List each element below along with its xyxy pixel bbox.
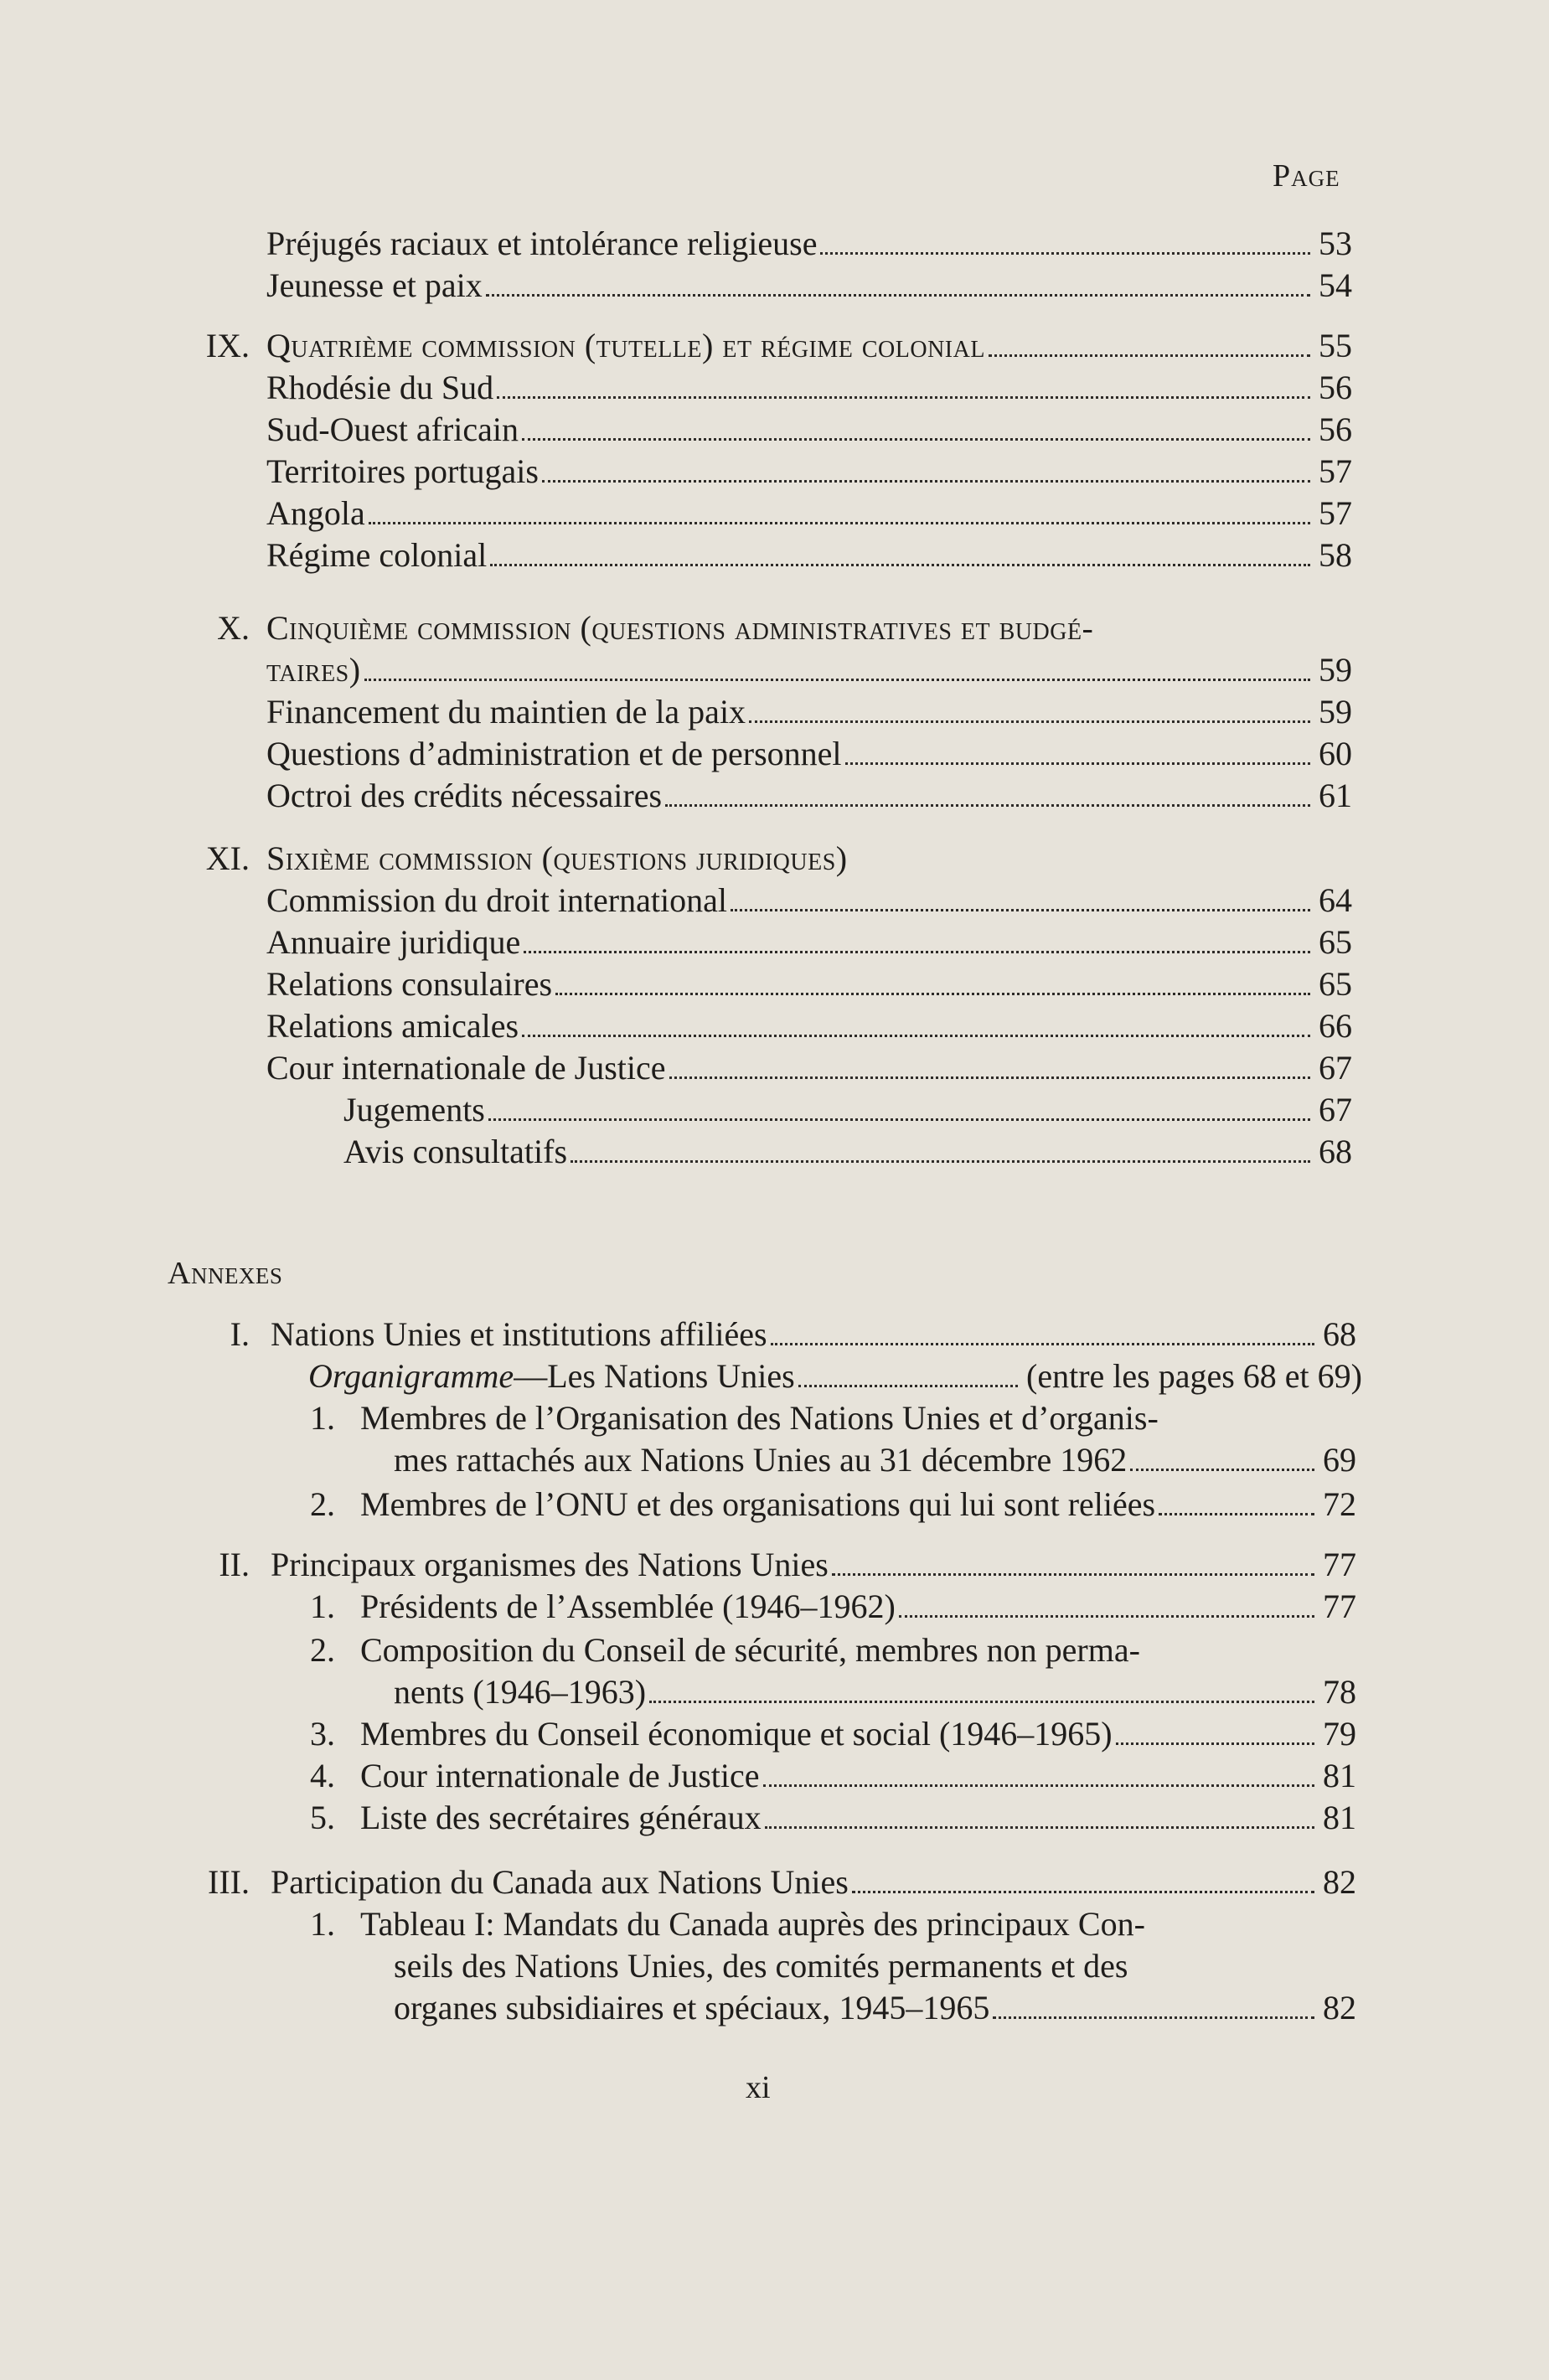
page-number: 72: [1323, 1485, 1356, 1523]
page-number: 77: [1323, 1546, 1356, 1583]
section-number: XI.: [205, 839, 250, 877]
page-number: 66: [1319, 1007, 1352, 1045]
page-range: (entre les pages 68 et 69): [1026, 1357, 1362, 1395]
toc-entry-continued: nents (1946–1963) 78: [394, 1671, 1356, 1713]
toc-entry: Principaux organismes des Nations Unies 77: [271, 1544, 1356, 1586]
page-column-label: Page: [1273, 158, 1340, 194]
page-number: 54: [1319, 266, 1352, 304]
page-number: 67: [1319, 1091, 1352, 1128]
page-number: 53: [1319, 225, 1352, 262]
item-number: 4.: [310, 1757, 335, 1794]
toc-entry: Sud-Ouest africain 56: [266, 409, 1352, 451]
toc-section-heading: Sixième commission (questions juridiques): [266, 839, 848, 877]
toc-entry: Tableau I: Mandats du Canada auprès des principaux Con-: [360, 1905, 1145, 1943]
toc-entry: Membres du Conseil économique et social (1946–1965) 79: [360, 1713, 1356, 1755]
toc-entry: Cour internationale de Justice 67: [266, 1047, 1352, 1089]
toc-entry: Territoires portugais 57: [266, 451, 1352, 493]
toc-subentry: Avis consultatifs 68: [343, 1131, 1352, 1173]
page-number: 67: [1319, 1049, 1352, 1087]
page-number: 65: [1319, 965, 1352, 1003]
toc-entry: Rhodésie du Sud 56: [266, 367, 1352, 409]
toc-entry: Liste des secrétaires généraux 81: [360, 1797, 1356, 1839]
item-number: 3.: [310, 1715, 335, 1753]
toc-entry: Membres de l’ONU et des organisations qui lui sont reliées 72: [360, 1484, 1356, 1526]
page-number: 82: [1323, 1989, 1356, 2026]
page-number: 55: [1319, 327, 1352, 364]
toc-entry: Composition du Conseil de sécurité, membres non perma-: [360, 1631, 1140, 1669]
page-number: 60: [1319, 735, 1352, 772]
toc-section-heading: Quatrième commission (tutelle) et régime colonial 55: [266, 325, 1352, 367]
page-number: 81: [1323, 1799, 1356, 1836]
section-number: IX.: [205, 327, 250, 364]
toc-entry: Membres de l’Organisation des Nations Unies et d’organis-: [360, 1399, 1159, 1437]
toc-entry: Financement du maintien de la paix 59: [266, 691, 1352, 733]
annex-number: I.: [230, 1315, 250, 1353]
toc-entry: Présidents de l’Assemblée (1946–1962) 77: [360, 1586, 1356, 1628]
page-number: 56: [1319, 410, 1352, 448]
toc-entry-continued: mes rattachés aux Nations Unies au 31 décembre 1962 69: [394, 1439, 1356, 1481]
item-number: 1.: [310, 1588, 335, 1625]
annex-number: II.: [219, 1546, 250, 1583]
page-number: 64: [1319, 881, 1352, 919]
page-number: 58: [1319, 536, 1352, 574]
toc-section-heading: Cinquième commission (questions administratives et budgé-: [266, 609, 1094, 647]
toc-section-heading-continued: taires) 59: [266, 649, 1352, 691]
item-number: 2.: [310, 1631, 335, 1669]
folio-page-number: xi: [746, 2070, 771, 2105]
toc-entry-continued: organes subsidiaires et spéciaux, 1945–1965 82: [394, 1987, 1356, 2029]
toc-entry: Octroi des crédits nécessaires 61: [266, 775, 1352, 817]
toc-entry: Angola 57: [266, 493, 1352, 534]
page-number: 79: [1323, 1715, 1356, 1753]
item-number: 1.: [310, 1399, 335, 1437]
page-number: 57: [1319, 494, 1352, 532]
page-number: 59: [1319, 651, 1352, 689]
toc-entry: Questions d’administration et de personnel 60: [266, 733, 1352, 775]
page-number: 57: [1319, 452, 1352, 490]
page-number: 81: [1323, 1757, 1356, 1794]
page-number: 78: [1323, 1673, 1356, 1711]
page-number: 82: [1323, 1863, 1356, 1901]
page-number: 69: [1323, 1441, 1356, 1479]
organigramme-label: Organigramme: [308, 1357, 514, 1395]
page-number: 65: [1319, 923, 1352, 961]
toc-entry: Annuaire juridique 65: [266, 922, 1352, 963]
page-number: 77: [1323, 1588, 1356, 1625]
toc-entry: Cour internationale de Justice 81: [360, 1755, 1356, 1797]
page-number: 59: [1319, 693, 1352, 731]
page-number: 68: [1319, 1133, 1352, 1170]
toc-entry: Jeunesse et paix 54: [266, 265, 1352, 307]
toc-entry: Régime colonial 58: [266, 534, 1352, 576]
page-number: 61: [1319, 777, 1352, 814]
page-number: 68: [1323, 1315, 1356, 1353]
item-number: 5.: [310, 1799, 335, 1836]
page-number: 56: [1319, 369, 1352, 406]
item-number: 1.: [310, 1905, 335, 1943]
toc-entry: Organigramme—Les Nations Unies (entre les pages 68 et 69): [308, 1355, 1362, 1397]
toc-entry: Relations amicales 66: [266, 1005, 1352, 1047]
toc-entry: Préjugés raciaux et intolérance religieuse 53: [266, 223, 1352, 265]
toc-entry-continued: seils des Nations Unies, des comités permanents et des: [394, 1947, 1128, 1985]
annex-number: III.: [208, 1863, 250, 1901]
toc-subentry: Jugements 67: [343, 1089, 1352, 1131]
toc-entry: Relations consulaires 65: [266, 963, 1352, 1005]
section-number: X.: [217, 609, 250, 647]
annexes-heading: Annexes: [168, 1256, 283, 1291]
toc-entry: Commission du droit international 64: [266, 880, 1352, 922]
toc-entry: Nations Unies et institutions affiliées 68: [271, 1314, 1356, 1355]
item-number: 2.: [310, 1485, 335, 1523]
toc-entry: Participation du Canada aux Nations Unies 82: [271, 1861, 1356, 1903]
